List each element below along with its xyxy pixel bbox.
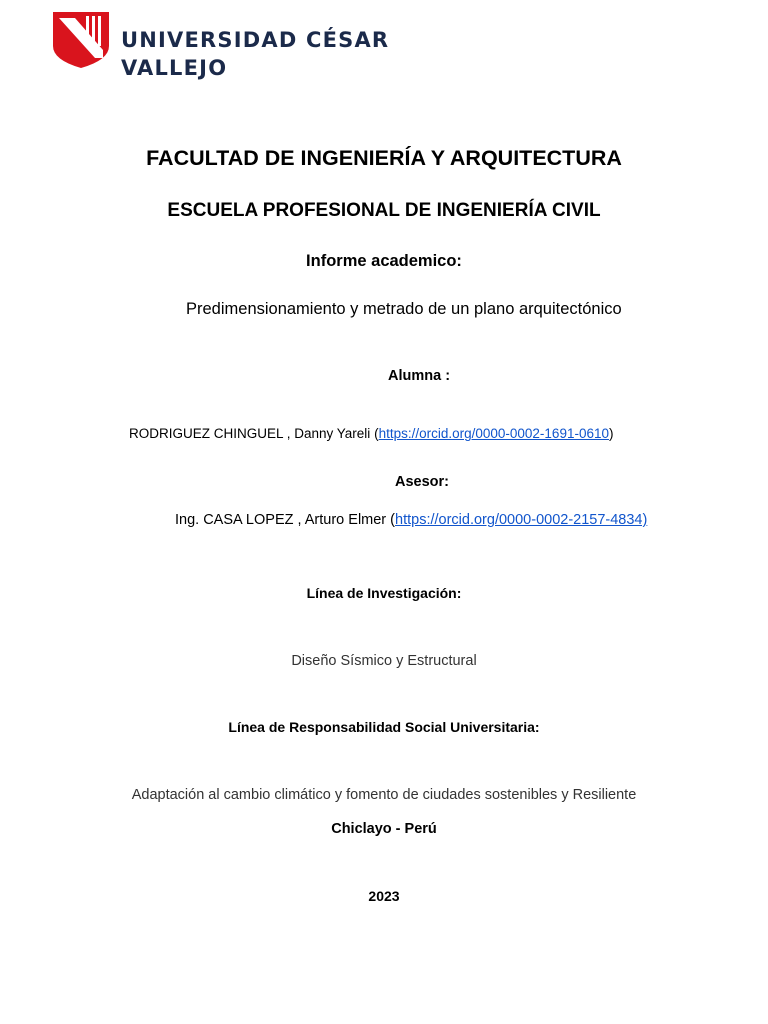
university-name: UNIVERSIDAD CÉSAR VALLEJO xyxy=(121,28,390,80)
year: 2023 xyxy=(368,888,400,904)
student-label: Alumna : xyxy=(388,368,451,384)
advisor-open-paren: ( xyxy=(390,512,396,528)
student-open-paren: ( xyxy=(374,426,379,441)
school-title: ESCUELA PROFESIONAL DE INGENIERÍA CIVIL xyxy=(167,200,601,221)
faculty-title: FACULTAD DE INGENIERÍA Y ARQUITECTURA xyxy=(146,146,622,170)
student-name: RODRIGUEZ CHINGUEL , Danny Yareli xyxy=(129,426,371,441)
ucv-shield-logo-icon xyxy=(53,10,109,68)
social-responsibility-value: Adaptación al cambio climático y fomento de ciudades sostenibles y Resiliente xyxy=(131,787,637,803)
student-line xyxy=(129,425,614,443)
advisor-label: Asesor: xyxy=(395,474,449,490)
research-line-label: Línea de Investigación: xyxy=(306,585,462,601)
advisor-name: Ing. CASA LOPEZ , Arturo Elmer xyxy=(175,512,387,528)
report-title: Predimensionamiento y metrado de un plano arquitectónico xyxy=(186,300,622,318)
student-close-paren: ) xyxy=(609,426,614,441)
student-orcid-link[interactable]: https://orcid.org/0000-0002-1691-0610 xyxy=(378,426,609,441)
advisor-orcid-link[interactable]: https://orcid.org/0000-0002-2157-4834) xyxy=(395,512,648,528)
social-responsibility-label: Línea de Responsabilidad Social Universitaria: xyxy=(228,719,540,735)
location: Chiclayo - Perú xyxy=(331,821,437,837)
advisor-line xyxy=(175,511,647,530)
report-label: Informe academico: xyxy=(306,252,462,270)
research-line-value: Diseño Sísmico y Estructural xyxy=(291,653,477,669)
